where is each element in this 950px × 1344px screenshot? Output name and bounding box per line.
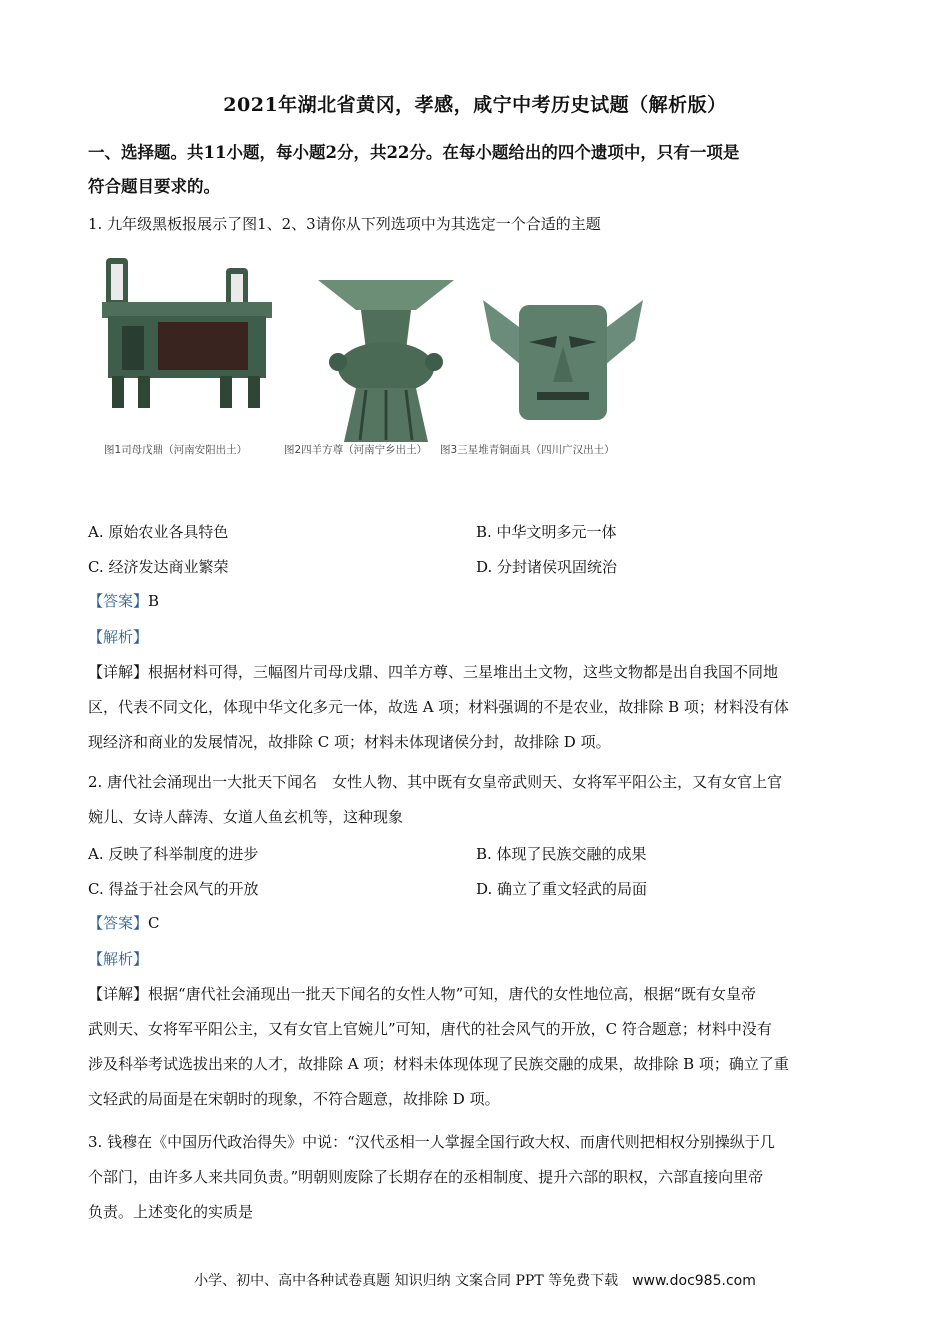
figure3-caption: 图3三星堆青铜面具（四川广汉出土） xyxy=(440,444,615,456)
footer-link[interactable]: www.doc985.com xyxy=(632,1273,756,1289)
q2-detail-line1: 【详解】根据“唐代社会涌现出一批天下闻名的女性人物”可知，唐代的女性地位高，根据“既有女皇帝 xyxy=(88,985,757,1003)
section-heading-line2: 符合题目要求的。 xyxy=(88,177,220,196)
figure1-caption: 图1司母戊鼎（河南安阳出土） xyxy=(104,444,248,456)
q1-figure xyxy=(98,250,638,465)
q3-stem-line2: 个部门，由许多人来共同负责。”明朝则废除了长期存在的丞相制度、提升六部的职权，六部直接向里帝 xyxy=(88,1168,764,1186)
page-title: 2021年湖北省黄冈，孝感，咸宁中考历史试题（解析版） xyxy=(223,94,727,116)
ding-image xyxy=(98,250,273,410)
q1-answer xyxy=(88,584,868,619)
q2-option-b: B. 体现了民族交融的成果 xyxy=(476,845,647,863)
q1-analysis-tag: 【解析】 xyxy=(88,628,149,646)
q1-option-c: C. 经济发达商业繁荣 xyxy=(88,558,229,576)
q2-analysis-tag: 【解析】 xyxy=(88,950,149,968)
q1-detail-line3: 现经济和商业的发展情况，故排除 C 项；材料未体现诸侯分封，故排除 D 项。 xyxy=(88,733,611,751)
q1-option-b: B. 中华文明多元一体 xyxy=(476,523,617,541)
q2-stem-line1: 2. 唐代社会涌现出一大批天下闻名 女性人物、其中既有女皇帝武则天、女将军平阳公主，又有女官上官 xyxy=(88,773,783,791)
answer-value: C xyxy=(148,914,160,932)
footer xyxy=(0,1270,950,1290)
q1-stem: 1. 九年级黑板报展示了图1、2、3请你从下列选项中为其选定一个合适的主题 xyxy=(88,215,601,233)
q3-stem-line1: 3. 钱穆在《中国历代政治得失》中说：“汉代丞相一人掌握全国行政大权、而唐代则把相权分别操纵于几 xyxy=(88,1133,775,1151)
q2-option-a: A. 反映了科举制度的进步 xyxy=(88,845,259,863)
answer-tag: 【答案】 xyxy=(88,914,149,932)
q2-answer xyxy=(88,906,868,941)
q3-stem-line3: 负责。上述变化的实质是 xyxy=(88,1203,254,1221)
q2-option-d: D. 确立了重文轻武的局面 xyxy=(476,880,648,898)
q1-option-d: D. 分封诸侯巩固统治 xyxy=(476,558,618,576)
q2-detail-line3: 涉及科举考试选拔出来的人才，故排除 A 项；材料未体现体现了民族交融的成果，故排除 B 项；确立了重 xyxy=(88,1055,789,1073)
zun-image xyxy=(316,270,456,455)
bronze-mask-image xyxy=(483,290,643,430)
q2-detail-line4: 文轻武的局面是在宋朝时的现象，不符合题意，故排除 D 项。 xyxy=(88,1090,500,1108)
answer-tag: 【答案】 xyxy=(88,592,149,610)
answer-value: B xyxy=(148,592,160,610)
q1-detail-line1: 【详解】根据材料可得，三幅图片司母戊鼎、四羊方尊、三星堆出土文物，这些文物都是出自我国不同地 xyxy=(88,663,779,681)
q2-stem-line2: 婉儿、女诗人薛涛、女道人鱼玄机等，这种现象 xyxy=(88,808,404,826)
footer-text: 小学、初中、高中各种试卷真题 知识归纳 文案合同 PPT 等免费下载 xyxy=(194,1273,619,1289)
q1-detail-line2: 区，代表不同文化，体现中华文化多元一体，故选 A 项；材料强调的不是农业，故排除 B 项；材料没有体 xyxy=(88,698,789,716)
section-heading-line1: 一、选择题。共11小题，每小题2分，共22分。在每小题给出的四个遗项中，只有一项是 xyxy=(88,143,740,162)
q2-detail-line2: 武则天、女将军平阳公主，又有女官上官婉儿”可知，唐代的社会风气的开放，C 符合题意；材料中没有 xyxy=(88,1020,772,1038)
q1-option-a: A. 原始农业各具特色 xyxy=(88,523,229,541)
q2-option-c: C. 得益于社会风气的开放 xyxy=(88,880,259,898)
figure2-caption: 图2四羊方尊（河南宁乡出土） xyxy=(284,444,428,456)
